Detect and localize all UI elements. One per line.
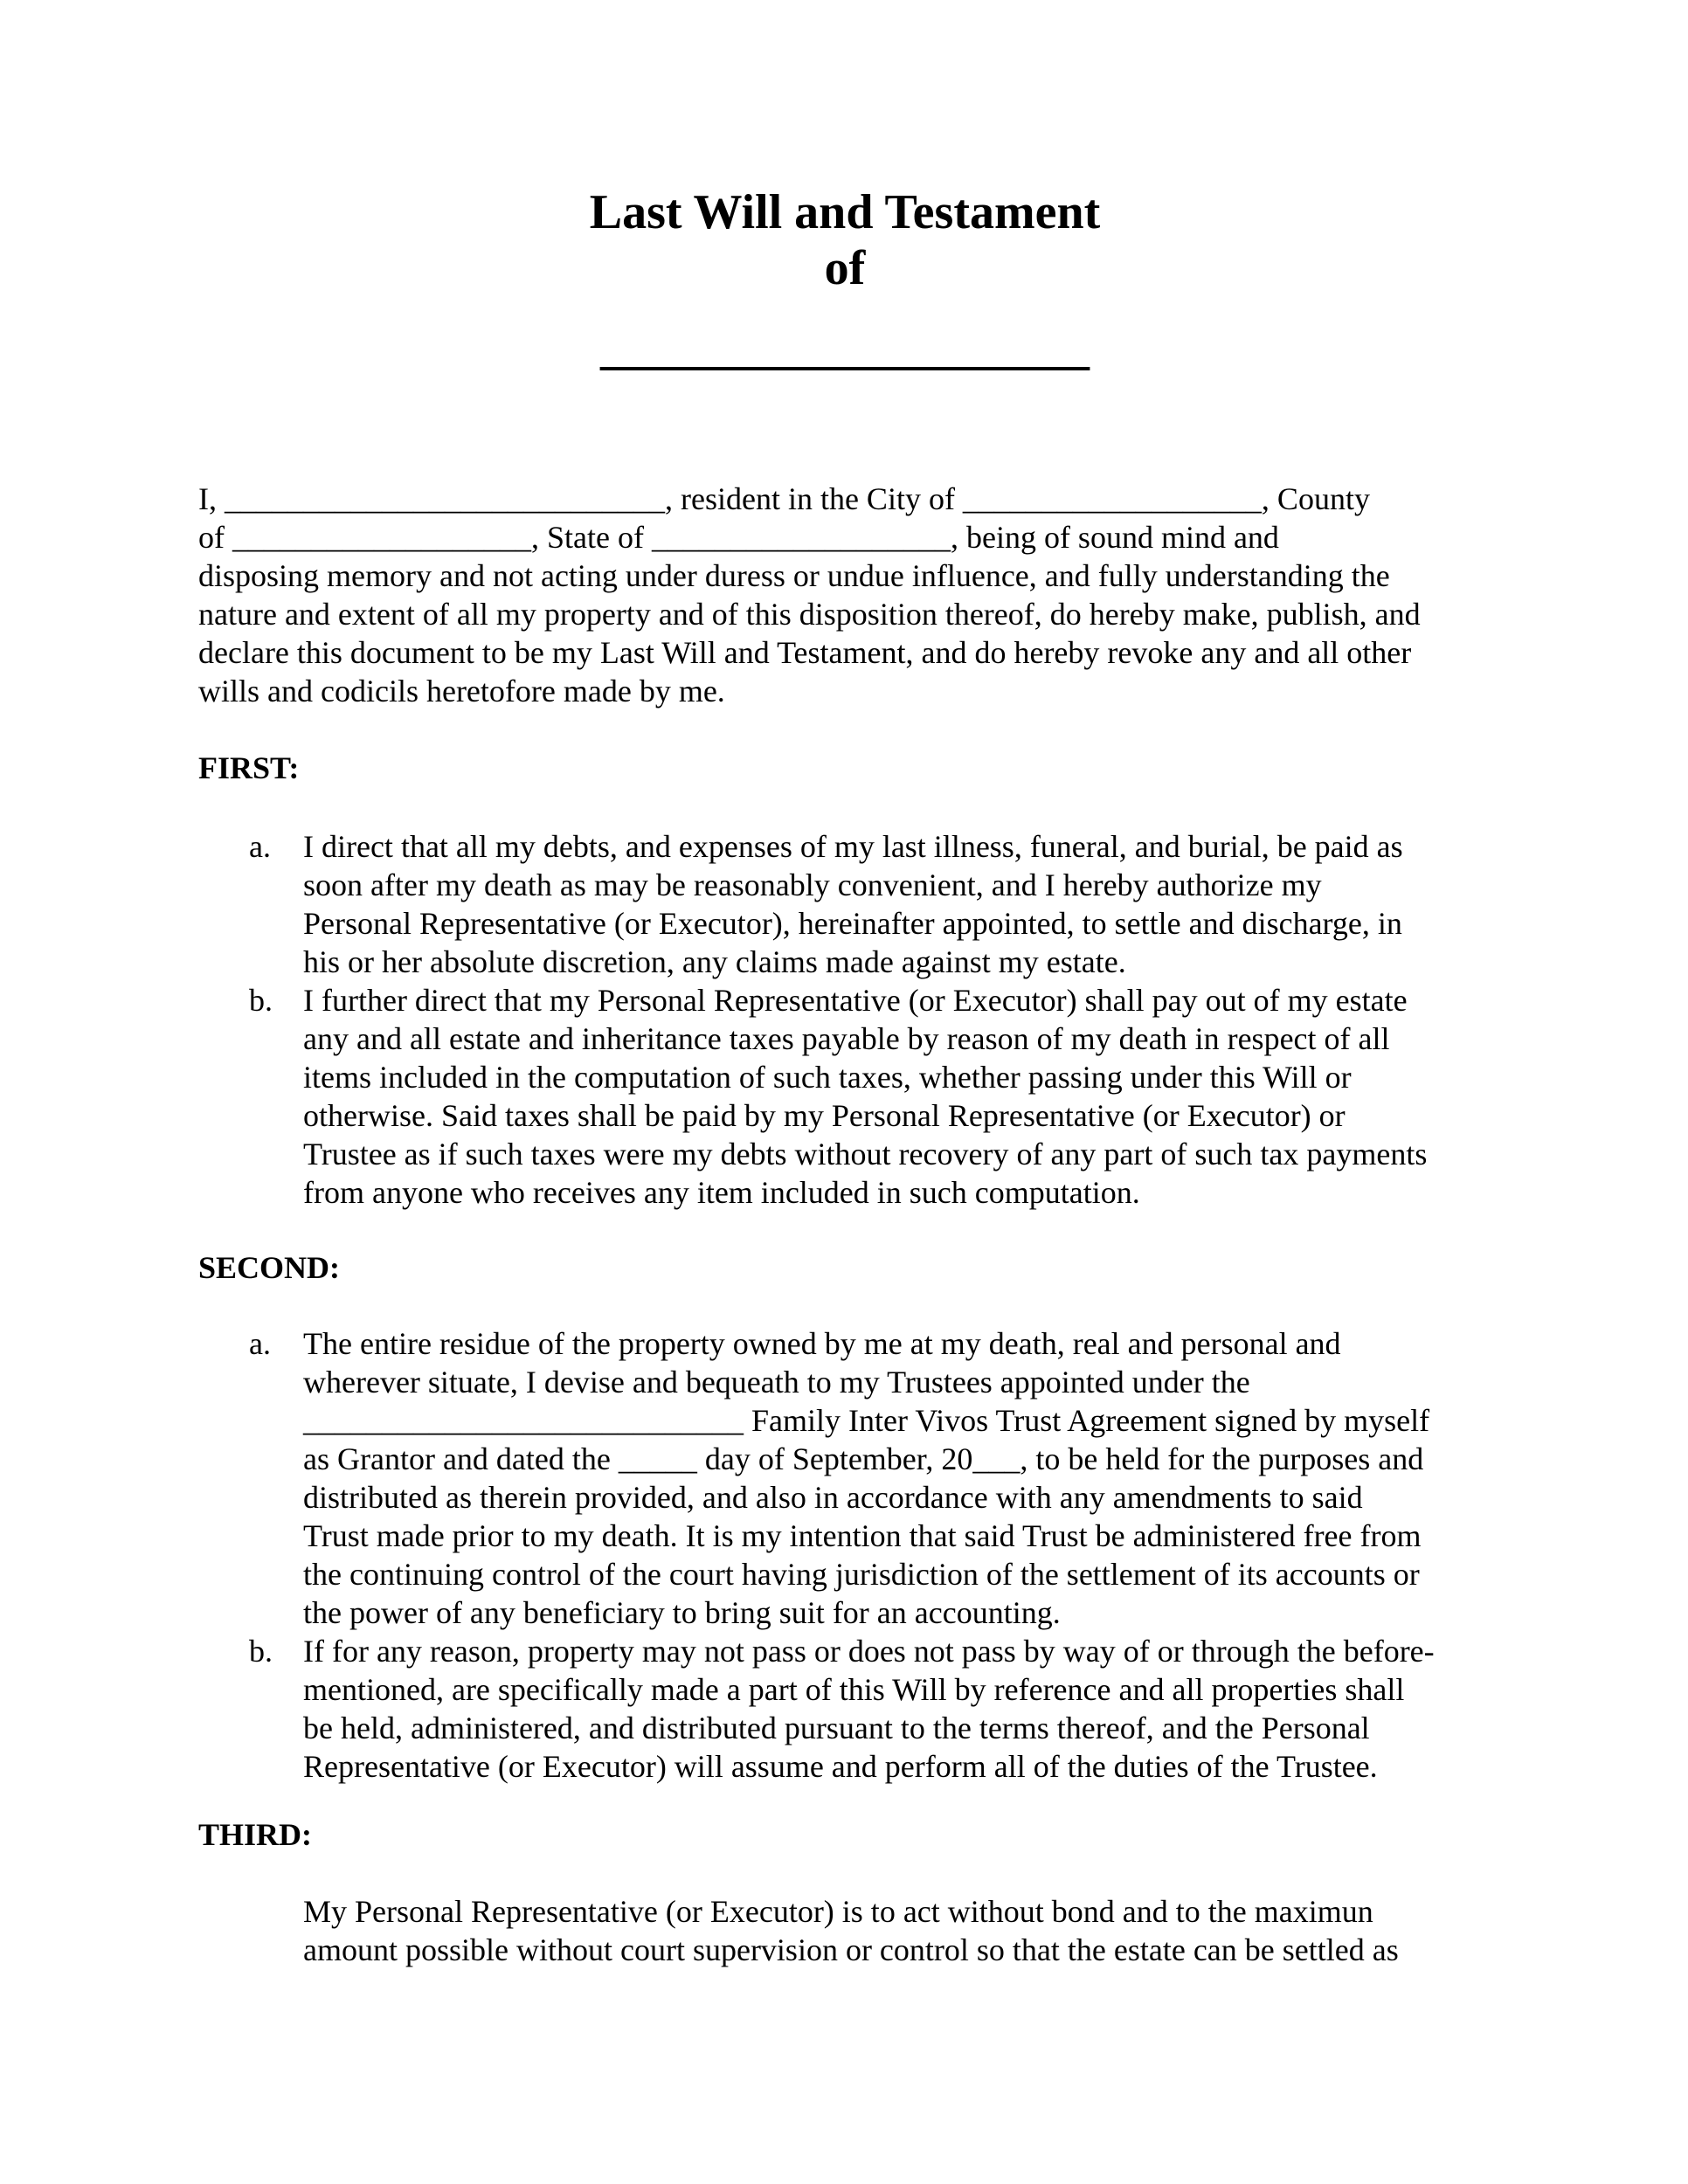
opening-paragraph-line-6: wills and codicils heretofore made by me. xyxy=(198,674,725,708)
item-text xyxy=(303,827,1491,981)
section-first-list xyxy=(198,827,1491,1212)
item-text xyxy=(303,1324,1491,1632)
item-text xyxy=(303,981,1491,1212)
list-item-first-a xyxy=(198,827,1491,981)
opening-paragraph-line-1: I, ____________________________, resident in the City of ___________________, County xyxy=(198,481,1370,516)
item-label: b. xyxy=(249,1634,273,1669)
paragraph-line: his or her absolute discretion, any claims made against my estate. xyxy=(303,944,1126,979)
paragraph-line: distributed as therein provided, and also in accordance with any amendments to said xyxy=(303,1480,1363,1515)
opening-paragraph-line-2: of ___________________, State of ___________________, being of sound mind and xyxy=(198,520,1279,555)
list-item-second-b xyxy=(198,1632,1491,1786)
item-label: a. xyxy=(249,829,271,864)
paragraph-line: I direct that all my debts, and expenses of my last illness, funeral, and burial, be paid as xyxy=(303,829,1403,864)
section-third-paragraph xyxy=(303,1892,1491,1969)
opening-paragraph-line-4: nature and extent of all my property and of this disposition thereof, do hereby make, publish, and xyxy=(198,597,1421,632)
paragraph-line: amount possible without court supervision or control so that the estate can be settled as xyxy=(303,1932,1399,1967)
paragraph-line: items included in the computation of such taxes, whether passing under this Will or xyxy=(303,1060,1352,1095)
section-heading-first: FIRST: xyxy=(198,750,300,785)
section-heading-third: THIRD: xyxy=(198,1817,313,1852)
document-title-of: of xyxy=(824,241,866,295)
paragraph-line: Personal Representative (or Executor), hereinafter appointed, to settle and discharge, in xyxy=(303,906,1402,941)
section-second-list xyxy=(198,1324,1491,1786)
testator-name-blank: ____________________ xyxy=(600,321,1090,375)
list-item-second-a xyxy=(198,1324,1491,1632)
paragraph-line: mentioned, are specifically made a part of this Will by reference and all properties shall xyxy=(303,1672,1405,1707)
opening-paragraph-line-5: declare this document to be my Last Will and Testament, and do hereby revoke any and all other xyxy=(198,635,1412,670)
paragraph-line: from anyone who receives any item included in such computation. xyxy=(303,1175,1140,1210)
title-block xyxy=(198,184,1491,296)
paragraph-line: wherever situate, I devise and bequeath to my Trustees appointed under the xyxy=(303,1365,1250,1400)
section-heading-second: SECOND: xyxy=(198,1250,341,1285)
document-title: Last Will and Testament xyxy=(589,185,1101,239)
paragraph-line: Trustee as if such taxes were my debts without recovery of any part of such tax payments xyxy=(303,1137,1428,1171)
item-label: b. xyxy=(249,983,273,1018)
paragraph-line: If for any reason, property may not pass or does not pass by way of or through the before- xyxy=(303,1634,1435,1669)
paragraph-line: soon after my death as may be reasonably convenient, and I hereby authorize my xyxy=(303,867,1322,902)
opening-paragraph xyxy=(198,480,1491,710)
paragraph-line: The entire residue of the property owned by me at my death, real and personal and xyxy=(303,1326,1341,1361)
paragraph-line: otherwise. Said taxes shall be paid by my Personal Representative (or Executor) or xyxy=(303,1098,1346,1133)
paragraph-line: Representative (or Executor) will assume and perform all of the duties of the Trustee. xyxy=(303,1749,1378,1784)
item-text xyxy=(303,1632,1491,1786)
paragraph-line: be held, administered, and distributed pursuant to the terms thereof, and the Personal xyxy=(303,1711,1370,1745)
document-content xyxy=(198,0,1491,1969)
paragraph-line: I further direct that my Personal Representative (or Executor) shall pay out of my estate xyxy=(303,983,1408,1018)
paragraph-line: the continuing control of the court having jurisdiction of the settlement of its accounts or xyxy=(303,1557,1420,1592)
item-label: a. xyxy=(249,1326,271,1361)
paragraph-line: any and all estate and inheritance taxes payable by reason of my death in respect of all xyxy=(303,1021,1390,1056)
paragraph-line: ____________________________ Family Inter Vivos Trust Agreement signed by myself xyxy=(303,1403,1430,1438)
paragraph-line: as Grantor and dated the _____ day of September, 20___, to be held for the purposes and xyxy=(303,1441,1424,1476)
paragraph-line: the power of any beneficiary to bring suit for an accounting. xyxy=(303,1595,1061,1630)
opening-paragraph-line-3: disposing memory and not acting under duress or undue influence, and fully understanding the xyxy=(198,558,1390,593)
paragraph-line: My Personal Representative (or Executor) is to act without bond and to the maximun xyxy=(303,1894,1373,1929)
paragraph-line: Trust made prior to my death. It is my intention that said Trust be administered free from xyxy=(303,1518,1422,1553)
list-item-first-b xyxy=(198,981,1491,1212)
